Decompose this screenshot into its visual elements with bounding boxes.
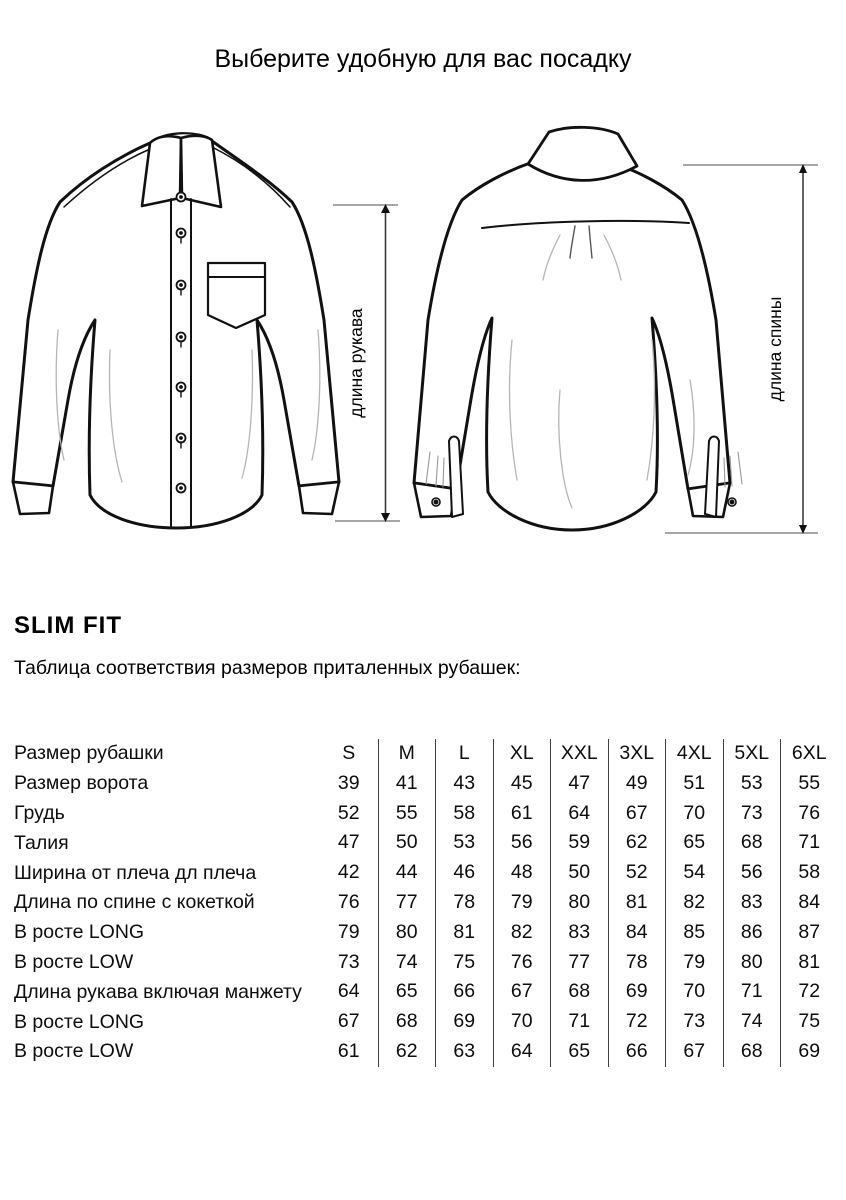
cell-value: 79 xyxy=(337,920,360,943)
cell-value: 86 xyxy=(723,918,781,948)
cell-value: 49 xyxy=(608,769,666,799)
cell-value: XXL xyxy=(550,739,608,769)
cell-value: 73 xyxy=(665,1007,723,1037)
cell-value: M xyxy=(378,739,436,769)
cell-value: 62 xyxy=(608,828,666,858)
row-label: Размер ворота xyxy=(14,772,149,795)
cell-value: 61 xyxy=(337,1039,360,1062)
cell-value: 82 xyxy=(493,918,551,948)
cell-value: 5XL xyxy=(723,739,781,769)
cell-value: 52 xyxy=(608,858,666,888)
cell-value: 80 xyxy=(378,918,436,948)
shirt-size-diagram xyxy=(0,100,846,570)
cell-value: 70 xyxy=(493,1007,551,1037)
cell-value: 51 xyxy=(665,769,723,799)
cell-value: 79 xyxy=(665,948,723,978)
cell-value: 59 xyxy=(550,828,608,858)
cell-value: 55 xyxy=(378,799,436,829)
cell-value: 56 xyxy=(723,858,781,888)
table-row xyxy=(14,1007,838,1037)
cell-value: 52 xyxy=(337,801,360,824)
cell-value: S xyxy=(342,742,356,764)
cell-value: 75 xyxy=(780,1007,838,1037)
table-row xyxy=(14,918,838,948)
cell-value: 6XL xyxy=(780,739,838,769)
cell-value: 70 xyxy=(665,977,723,1007)
cell-value: 67 xyxy=(337,1010,360,1033)
cell-value: 87 xyxy=(780,918,838,948)
cell-value: L xyxy=(435,739,493,769)
cell-value: 73 xyxy=(723,799,781,829)
cell-value: 47 xyxy=(337,831,360,854)
fit-heading: SLIM FIT xyxy=(14,612,122,639)
cell-value: 68 xyxy=(550,977,608,1007)
table-subtitle: Таблица соответствия размеров приталенных рубашек: xyxy=(14,657,521,679)
cell-value: 75 xyxy=(435,948,493,978)
cell-value: 42 xyxy=(337,861,360,884)
cell-value: 76 xyxy=(493,948,551,978)
cell-value: 65 xyxy=(550,1037,608,1067)
page-title: Выберите удобную для вас посадку xyxy=(214,45,632,73)
cell-value: 44 xyxy=(378,858,436,888)
cell-value: 54 xyxy=(665,858,723,888)
sleeve-length-label: длина рукава xyxy=(346,308,366,418)
cell-value: 68 xyxy=(723,1037,781,1067)
cell-value: 68 xyxy=(723,828,781,858)
cell-value: 78 xyxy=(608,948,666,978)
cell-value: 45 xyxy=(493,769,551,799)
cell-value: 64 xyxy=(337,980,360,1003)
shirt-front-drawing xyxy=(13,133,339,528)
table-row xyxy=(14,888,838,918)
cell-value: 68 xyxy=(378,1007,436,1037)
cell-value: 4XL xyxy=(665,739,723,769)
cell-value: 82 xyxy=(665,888,723,918)
cell-value: 65 xyxy=(378,977,436,1007)
cell-value: 58 xyxy=(780,858,838,888)
cell-value: 80 xyxy=(550,888,608,918)
table-row xyxy=(14,1037,838,1067)
cell-value: 67 xyxy=(608,799,666,829)
table-row xyxy=(14,799,838,829)
cell-value: 69 xyxy=(608,977,666,1007)
cell-value: 63 xyxy=(435,1037,493,1067)
cell-value: XL xyxy=(493,739,551,769)
back-length-label: длина спины xyxy=(765,296,785,402)
cell-value: 67 xyxy=(665,1037,723,1067)
cell-value: 81 xyxy=(780,948,838,978)
cell-value: 56 xyxy=(493,828,551,858)
cell-value: 48 xyxy=(493,858,551,888)
cell-value: 85 xyxy=(665,918,723,948)
cell-value: 65 xyxy=(665,828,723,858)
cell-value: 64 xyxy=(493,1037,551,1067)
cell-value: 58 xyxy=(435,799,493,829)
cell-value: 77 xyxy=(378,888,436,918)
cell-value: 47 xyxy=(550,769,608,799)
chest-pocket xyxy=(208,263,265,328)
cell-value: 64 xyxy=(550,799,608,829)
cell-value: 67 xyxy=(493,977,551,1007)
cell-value: 77 xyxy=(550,948,608,978)
table-row xyxy=(14,948,838,978)
row-label: В росте LOW xyxy=(14,1040,134,1063)
row-label: Размер рубашки xyxy=(14,742,164,765)
table-row xyxy=(14,828,838,858)
cell-value: 50 xyxy=(550,858,608,888)
cell-value: 80 xyxy=(723,948,781,978)
row-label: В росте LONG xyxy=(14,921,145,944)
cell-value: 83 xyxy=(550,918,608,948)
cell-value: 83 xyxy=(723,888,781,918)
cell-value: 81 xyxy=(435,918,493,948)
cell-value: 66 xyxy=(435,977,493,1007)
cell-value: 84 xyxy=(780,888,838,918)
cell-value: 3XL xyxy=(608,739,666,769)
table-row xyxy=(14,769,838,799)
cell-value: 69 xyxy=(780,1037,838,1067)
cell-value: 76 xyxy=(337,890,360,913)
cell-value: 73 xyxy=(337,950,360,973)
table-row xyxy=(14,858,838,888)
cell-value: 72 xyxy=(780,977,838,1007)
cell-value: 79 xyxy=(493,888,551,918)
cell-value: 78 xyxy=(435,888,493,918)
cell-value: 71 xyxy=(723,977,781,1007)
cell-value: 74 xyxy=(723,1007,781,1037)
cell-value: 53 xyxy=(435,828,493,858)
cell-value: 81 xyxy=(608,888,666,918)
cell-value: 61 xyxy=(493,799,551,829)
cell-value: 69 xyxy=(435,1007,493,1037)
cell-value: 46 xyxy=(435,858,493,888)
cell-value: 62 xyxy=(378,1037,436,1067)
row-label: Ширина от плеча дл плеча xyxy=(14,861,257,884)
row-label: Длина рукава включая манжету xyxy=(14,980,302,1003)
cell-value: 84 xyxy=(608,918,666,948)
row-label: Талия xyxy=(14,831,69,854)
cell-value: 71 xyxy=(550,1007,608,1037)
cell-value: 72 xyxy=(608,1007,666,1037)
cell-value: 43 xyxy=(435,769,493,799)
cell-value: 55 xyxy=(780,769,838,799)
shirt-back-drawing xyxy=(414,127,742,530)
row-label: В росте LOW xyxy=(14,950,134,973)
cell-value: 66 xyxy=(608,1037,666,1067)
cell-value: 41 xyxy=(378,769,436,799)
table-row xyxy=(14,977,838,1007)
cell-value: 76 xyxy=(780,799,838,829)
row-label: В росте LONG xyxy=(14,1010,145,1033)
cell-value: 70 xyxy=(665,799,723,829)
row-label: Длина по спине с кокеткой xyxy=(14,891,255,914)
cell-value: 74 xyxy=(378,948,436,978)
row-label: Грудь xyxy=(14,801,65,824)
cell-value: 71 xyxy=(780,828,838,858)
cell-value: 39 xyxy=(337,771,360,794)
cell-value: 53 xyxy=(723,769,781,799)
cell-value: 50 xyxy=(378,828,436,858)
size-table xyxy=(14,739,838,1067)
table-row xyxy=(14,739,838,769)
sleeve-length-arrow xyxy=(333,204,400,522)
